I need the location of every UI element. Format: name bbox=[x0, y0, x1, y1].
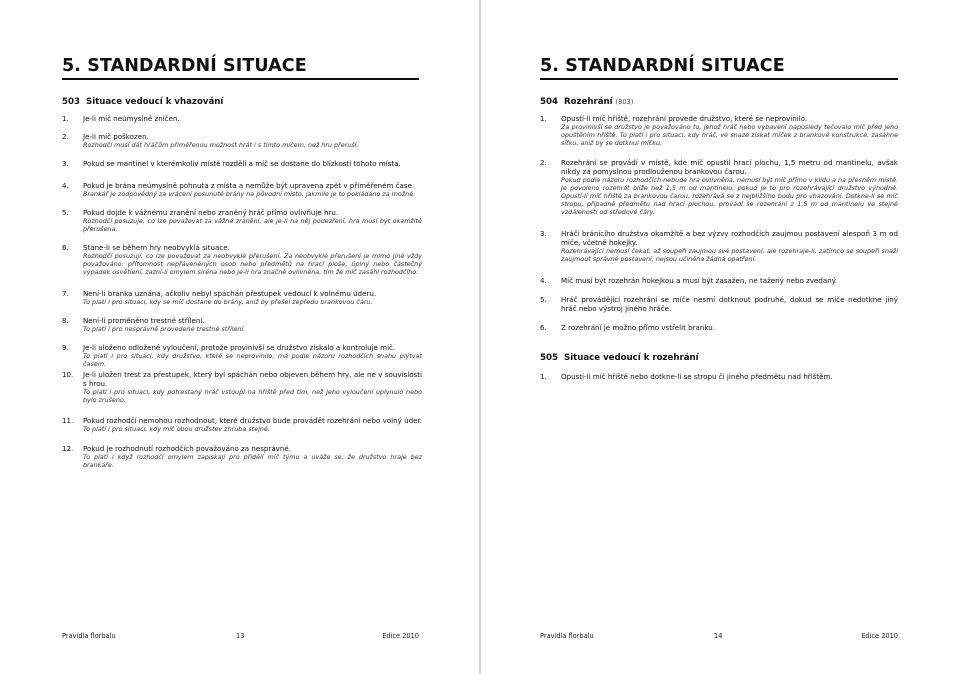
item-note: Rozhodčí posuzují, co lze považovat za neobvyklé přerušení. Za neobvyklé přerušení je mimo jiné vždy považováno: přítomnost nepřáveněných osob nebo předmětů na hrací ploše, úplný nebo částečný výpadek osvětlení, zazní-li omylem siréna nebo je-li hra značně ovlivněna, tím že míč zasáhl rozhodčího. bbox=[83, 252, 422, 276]
item-note: To platí i když rozhodčí omylem zapiskají pro přidělí míč týmu a uváže se, že družstvo hraje bez brankáře. bbox=[83, 453, 422, 469]
item-note: Za provinivší se družstvo je považováno to, jehož hráč nebo vybavení naposledy tečovalo míč před jeho opuštěním hřiště. To platí i pro situaci, kdy hráč, ve snaze získat míček z brankové konstrukce, zasáhne síťku, aniž by se dotknul míčku. bbox=[561, 123, 898, 147]
list-item bbox=[540, 229, 898, 263]
page-number: 14 bbox=[714, 632, 723, 640]
item-note: To platí i pro situaci, kdy družstvo, které se neprovinilo, má podle názoru rozhodčích snahu plýtvat časem. bbox=[83, 352, 422, 368]
title-rule bbox=[540, 78, 898, 80]
item-text: Je-li uloženo odložené vyloučení, protože provinivší se družstvo získalo a kontroluje míč. bbox=[83, 343, 396, 352]
item-text: Není-li branka uznána, ačkoliv nebyl spáchán přestupek vedoucí k volnému úderu. bbox=[83, 289, 377, 298]
item-number: 5. bbox=[62, 208, 69, 217]
item-text: Pokud dojde k vážnému zranění nebo zraněný hráč přímo ovlivňuje hru. bbox=[83, 208, 339, 217]
section-note: (803) bbox=[615, 98, 634, 106]
item-note: Rozehrávající nemusí čekat, až soupeři zaujmou své postavení, ale rozehraje-li, zatímco se soupeři snaží zaujmout správné postavení, nejsou učiněna žádná opatření. bbox=[561, 247, 898, 263]
footer-title: Pravidla florbalu bbox=[540, 632, 594, 640]
item-text: Hráči bránícího družstva okamžitě a bez výzvy rozhodčích zaujmou postavení alespoň 3 m od míče, včetně hokejky. bbox=[561, 229, 898, 247]
item-number: 6. bbox=[62, 243, 69, 252]
left-page bbox=[0, 0, 479, 674]
item-note: Rozhodčí posuzuje, co lze považovat za vážné zranění, ale je-li na něj podezření, hra musí být okamžitě přerušena. bbox=[83, 217, 422, 233]
item-text: Pokud rozhodčí nemohou rozhodnout, které družstvo bude provádět rozehrání nebo volný úder. bbox=[83, 416, 422, 425]
section-number: 503 bbox=[62, 97, 80, 107]
item-text: Z rozehrání je možno přímo vstřelit branku. bbox=[561, 323, 716, 332]
list-item bbox=[540, 323, 898, 332]
item-number: 9. bbox=[62, 343, 69, 352]
item-number: 6. bbox=[540, 323, 547, 332]
list-item bbox=[540, 295, 898, 313]
item-note: Rozhodčí musí dát hráčům přiměřenou možnost hrát i s tímto míčem, než hru přeruší. bbox=[83, 141, 359, 149]
list-item bbox=[62, 416, 422, 433]
item-number: 1. bbox=[540, 372, 547, 381]
list-item bbox=[62, 289, 422, 306]
item-text: Míč musí být rozehrán hokejkou a musí být zasažen, ne tažený nebo zvedaný. bbox=[561, 276, 838, 285]
item-number: 3. bbox=[540, 229, 547, 238]
item-number: 2. bbox=[62, 132, 69, 141]
item-text: Opustí-li míč hřiště nebo dotkne-li se stropu či jiného předmětu nad hřištěm. bbox=[561, 372, 833, 381]
item-number: 1. bbox=[62, 114, 69, 123]
section-title: Rozehrání bbox=[564, 97, 613, 107]
list-item bbox=[62, 208, 422, 233]
item-text: Pokud je rozhodnutí rozhodčích považováno za nesprávné. bbox=[83, 444, 291, 453]
page-number: 13 bbox=[236, 632, 245, 640]
list-item bbox=[62, 444, 422, 469]
chapter-title: 5. STANDARDNÍ SITUACE bbox=[540, 56, 785, 76]
item-text: Hráč provádějící rozehrání se míče nesmí dotknout podruhé, dokud se míče nedotkne jiný hráč nebo výstroj jiného hráče. bbox=[561, 295, 898, 313]
item-number: 3. bbox=[62, 159, 69, 168]
item-text: Pokud je brána neúmyslně pohnuta z místa a nemůže být upravena zpět v přiměřeném čase. bbox=[83, 181, 415, 190]
item-number: 5. bbox=[540, 295, 547, 304]
list-item bbox=[62, 159, 422, 168]
item-note: To platí i pro situaci, kdy se míč dostane do brány, aniž by přešel zepředu brankovou čáru. bbox=[83, 298, 373, 306]
item-text: Je-li míč poškozen. bbox=[83, 132, 149, 141]
section-heading bbox=[540, 97, 633, 107]
item-text: Stane-li se během hry neobvyklá situace. bbox=[83, 243, 230, 252]
item-number: 11. bbox=[62, 416, 74, 425]
section-title: Situace vedoucí k vhazování bbox=[86, 97, 224, 107]
item-number: 2. bbox=[540, 158, 547, 167]
title-rule bbox=[62, 78, 419, 80]
item-text: Pokud se mantinel v kterémkoliv místě rozdělí a míč se dostane do blízkosti tohoto místa. bbox=[83, 159, 401, 168]
item-note: Brankář je zodpovědný za vrácení posunuté brány na původní místo, jakmile je to pokládáno za možné. bbox=[83, 190, 416, 198]
item-text: Opustí-li míč hřiště, rozehrání provede družstvo, které se neprovinilo. bbox=[561, 114, 808, 123]
right-page bbox=[481, 0, 960, 674]
list-item bbox=[62, 316, 422, 333]
item-text: Je-li uložen trest za přestupek, který byl spáchán nebo objeven během hry, ale ne v souvislosti s hrou. bbox=[83, 370, 422, 388]
section-number: 504 bbox=[540, 97, 558, 107]
item-number: 8. bbox=[62, 316, 69, 325]
item-text: Není-li proměněno trestné střílení. bbox=[83, 316, 205, 325]
list-item bbox=[62, 343, 422, 368]
footer-title: Pravidla florbalu bbox=[62, 632, 116, 640]
item-number: 4. bbox=[540, 276, 547, 285]
list-item bbox=[62, 243, 422, 276]
item-note: To platí i pro nesprávně provedené trestné střílení. bbox=[83, 325, 246, 333]
item-text: Rozehrání se provádí v místě, kde míč opustil hrací plochu, 1,5 metru od mantinelu, avšak nikdy za pomyslnou prodlouženou brankovou čarou. bbox=[561, 158, 898, 176]
item-number: 7. bbox=[62, 289, 69, 298]
list-item bbox=[540, 114, 898, 147]
item-note: To platí i pro situaci, kdy míč obou družstev zhruba stejné. bbox=[83, 425, 270, 433]
list-item bbox=[62, 132, 422, 149]
item-note: To platí i pro situaci, kdy potrestaný hráč vstoupí na hřiště před tím, než jeho vyloučení uplynulo nebo bylo zrušeno. bbox=[83, 388, 422, 404]
section-heading bbox=[540, 353, 699, 363]
section-heading bbox=[62, 97, 223, 107]
list-item bbox=[540, 276, 898, 285]
list-item bbox=[540, 372, 898, 381]
section-number: 505 bbox=[540, 353, 558, 363]
item-number: 1. bbox=[540, 114, 547, 123]
footer-edition: Edice 2010 bbox=[382, 632, 419, 640]
section-title: Situace vedoucí k rozehrání bbox=[564, 353, 699, 363]
item-number: 12. bbox=[62, 444, 74, 453]
list-item bbox=[62, 114, 422, 123]
list-item bbox=[540, 158, 898, 216]
list-item bbox=[62, 370, 422, 404]
item-number: 10. bbox=[62, 370, 74, 379]
chapter-title: 5. STANDARDNÍ SITUACE bbox=[62, 56, 307, 76]
list-item bbox=[62, 181, 422, 198]
footer-edition: Edice 2010 bbox=[861, 632, 898, 640]
item-note: Pokud podle názoru rozhodčích nebude hra ovlivněna, nemusí být míč přímo v klidu a na přesném místě. Je povoleno rozehrát blíže než 1,5 m od mantinelu, pokud je to pro rozehrávající družstvo výhodné. Opustí-li míč hřiště za brankovou čarou, rozehrává se z nejbližšího bodu pro vhazování. Dotkne-li se míč stropu, případně předmětu nad hrací plochou, provádí se rozehrání z 1,5 m od mantinelu ve stejné vzdálenosti od středové čáry. bbox=[561, 176, 898, 216]
item-number: 4. bbox=[62, 181, 69, 190]
item-text: Je-li míč neúmyslně zničen. bbox=[83, 114, 180, 123]
